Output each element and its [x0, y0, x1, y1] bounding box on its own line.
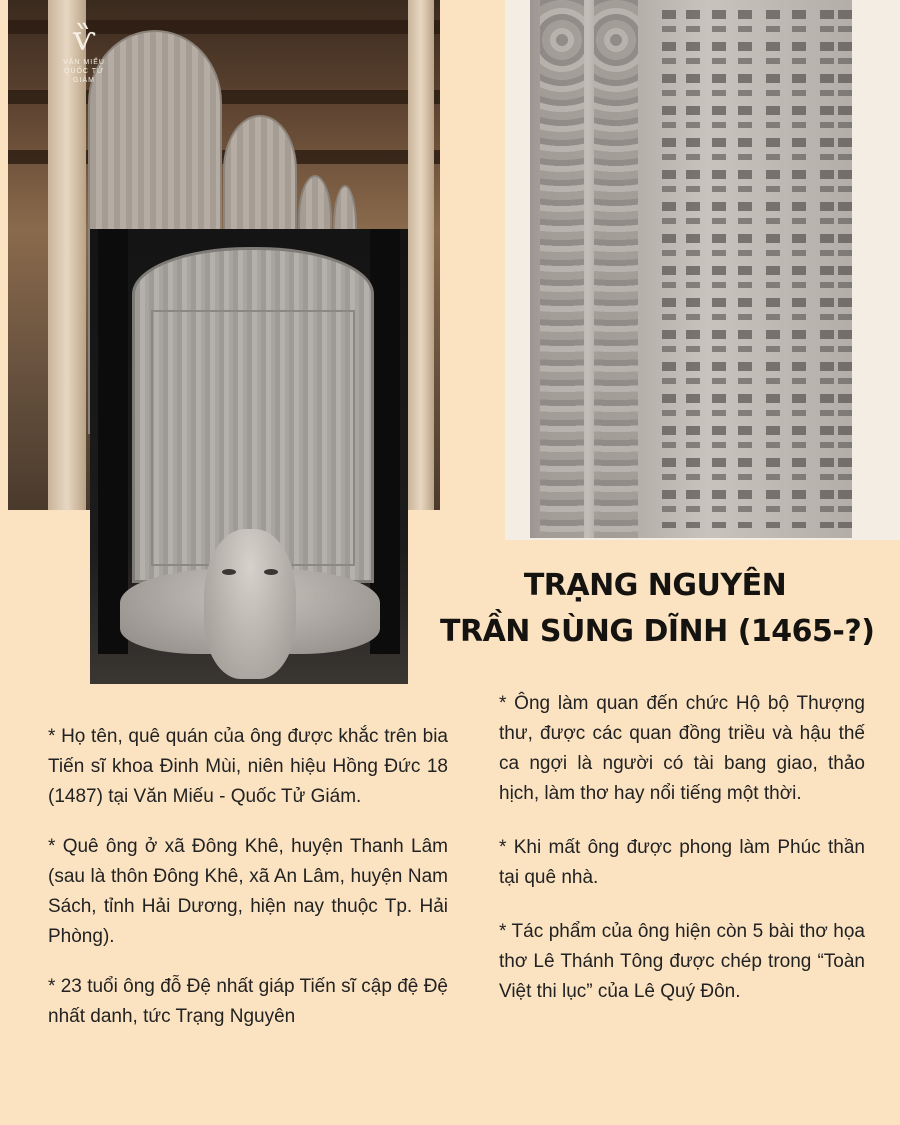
paragraph: * 23 tuổi ông đỗ Đệ nhất giáp Tiến sĩ cập đệ Đệ nhất danh, tức Trạng Nguyên — [48, 976, 448, 1027]
paragraph: * Họ tên, quê quán của ông được khắc trên bia Tiến sĩ khoa Đinh Mùi, niên hiệu Hồng Đức 18 (1487) tại Văn Miếu - Quốc Tử Giám. — [48, 726, 448, 807]
van-mieu-logo — [54, 20, 114, 100]
paragraph: * Tác phẩm của ông hiện còn 5 bài thơ họa thơ Lê Thánh Tông được chép trong “Toàn Việt thi lục” của Lê Quý Đôn. — [499, 921, 865, 1002]
title-line-1: TRẠNG NGUYÊN — [523, 568, 787, 603]
logo-brand-line1: VĂN MIẾU — [63, 59, 105, 66]
left-text-column — [48, 722, 448, 1032]
paragraph: * Quê ông ở xã Đông Khê, huyện Thanh Lâm (sau là thôn Đông Khê, xã An Lâm, huyện Nam Sách, tỉnh Hải Dương, hiện nay thuộc Tp. Hải Phòng). — [48, 836, 448, 947]
paragraph: * Khi mất ông được phong làm Phúc thần tại quê nhà. — [499, 837, 865, 888]
right-text-column — [499, 689, 865, 1007]
stele-on-turtle-photo — [90, 229, 408, 684]
page-title — [440, 563, 875, 655]
paragraph: * Ông làm quan đến chức Hộ bộ Thượng thư, được các quan đồng triều và hậu thế ca ngợi là người có tài bang giao, thảo hịch, làm thơ hay nổi tiếng một thời. — [499, 693, 865, 804]
stele-inscription-photo — [505, 0, 900, 540]
logo-brand-line2: QUỐC TỬ GIÁM — [63, 68, 105, 84]
title-line-2: TRẦN SÙNG DĨNH (1465-?) — [440, 614, 875, 649]
logo-mark-icon: ѷ — [72, 19, 96, 59]
